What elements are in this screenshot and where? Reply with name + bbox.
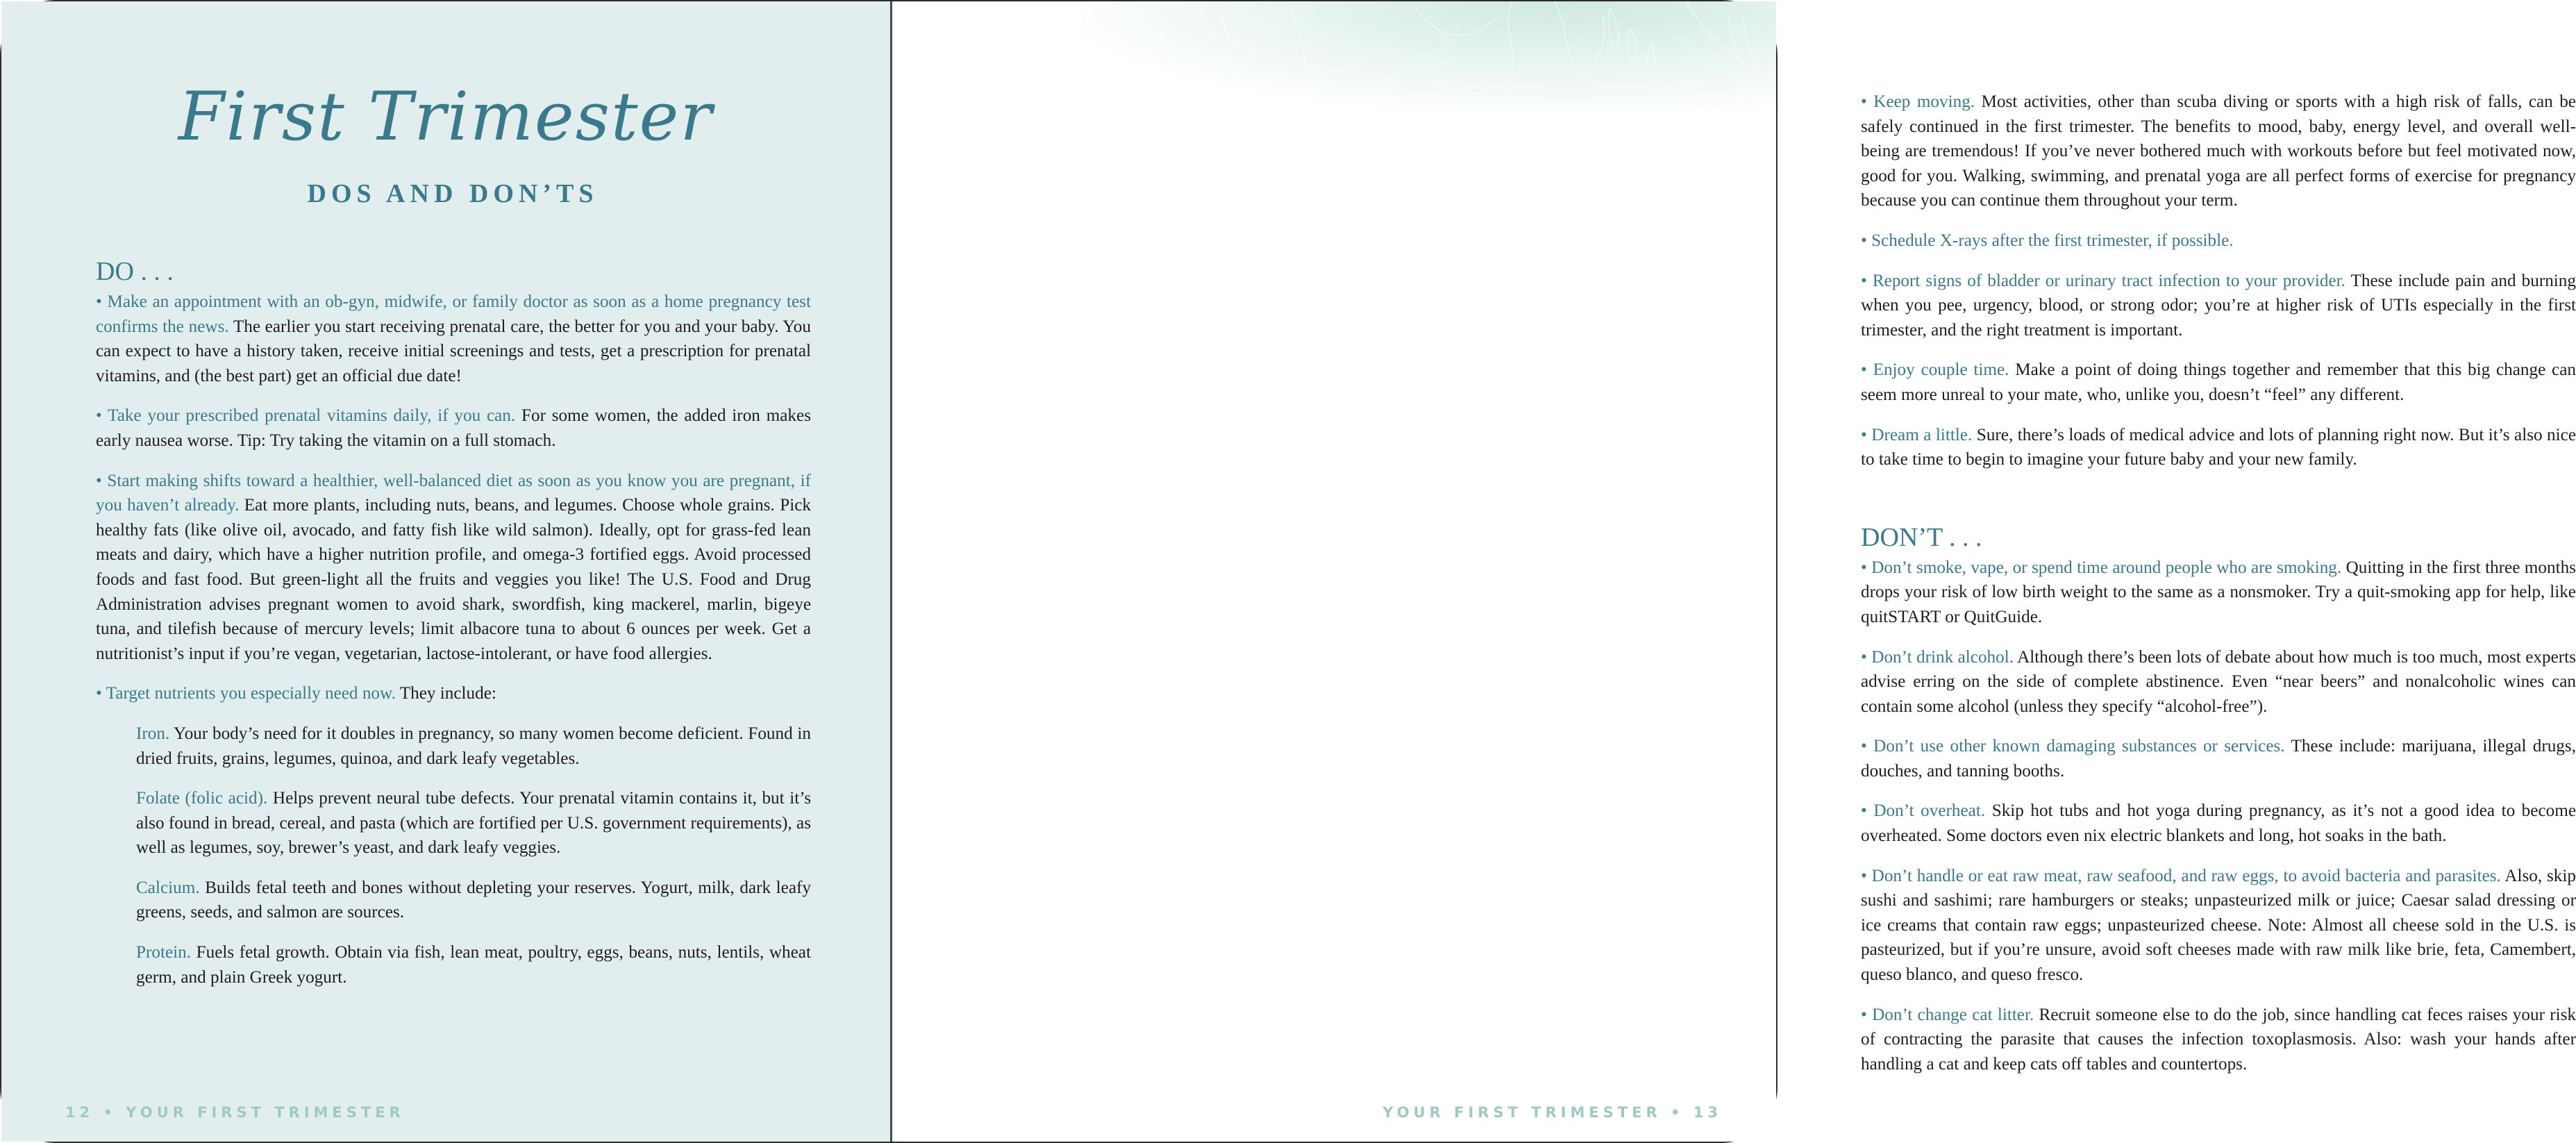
item-body: Skip hot tubs and hot yoga during pregnancy, as it’s not a good idea to become overheated. Some doctors even nix electric blankets and long, hot soaks in the bath. <box>1861 801 2576 846</box>
item-body: For some women, the added iron makes early nausea worse. Tip: Try taking the vitamin on a full stomach. <box>96 406 811 450</box>
item-lead: • Don’t smoke, vape, or spend time around people who are smoking. <box>1861 558 2342 577</box>
page-subtitle: DOS AND DON’TS <box>307 179 599 208</box>
dont-item <box>1861 734 2576 783</box>
item-lead: • Start making shifts toward a healthier, well-balanced diet as soon as you know you are pregnant, if you haven’t already. <box>96 471 811 515</box>
nutrient-lead: Calcium. <box>136 878 200 897</box>
nutrient-item-protein <box>136 940 811 990</box>
nutrient-body: Your body’s need for it doubles in pregnancy, so many women become deficient. Found in dried fruits, grains, legumes, quinoa, and dark leafy vegetables. <box>136 724 811 768</box>
floral-watercolor-decoration <box>1082 1 1776 112</box>
nutrient-lead: Protein. <box>136 943 192 962</box>
page-footer-left: 12 • YOUR FIRST TRIMESTER <box>65 1104 405 1121</box>
page-footer-right: YOUR FIRST TRIMESTER • 13 <box>1382 1104 1722 1121</box>
item-lead: • Report signs of bladder or urinary tract infection to your provider. <box>1861 271 2345 290</box>
item-body: Sure, there’s loads of medical advice and lots of planning right now. But it’s also nice to take time to begin to imagine your future baby and your new family. <box>1861 425 2576 469</box>
item-body: These include: marijuana, illegal drugs, douches, and tanning booths. <box>1861 737 2576 781</box>
dont-item <box>1861 799 2576 848</box>
nutrient-body: Helps prevent neural tube defects. Your prenatal vitamin contains it, but it’s also found in bread, cereal, and pasta (which are fortified per U.S. government requirements), as well as legumes, soy, brewer’s yeast, and dark leafy veggies. <box>136 789 812 858</box>
item-lead: • Don’t overheat. <box>1861 801 1986 821</box>
item-body: Recruit someone else to do the job, since handling cat feces raises your risk of contracting the parasite that causes the infection toxoplasmosis. Also: wash your hands after handling a cat and keep cats off tables and countertops. <box>1861 1005 2576 1074</box>
item-body: Although there’s been lots of debate about how much is too much, most experts advise erring on the side of complete abstinence. Even “near beers” and nonalcoholic wines can contain some alcohol (unless they specify “alcohol-free”). <box>1861 647 2576 716</box>
item-lead: • Schedule X-rays after the first trimester, if possible. <box>1861 231 2234 250</box>
item-body: Eat more plants, including nuts, beans, and legumes. Choose whole grains. Pick healthy fats (like olive oil, avocado, and fatty fish like wild salmon). Ideally, opt for grass-fed lean meats and dairy, which have a higher nutrition profile, and omega-3 fortified eggs. Avoid processed foods and fast food. But green-light all the fruits and veggies you like! The U.S. Food and Drug Administration advises pregnant women to avoid shark, swordfish, king mackerel, marlin, bigeye tuna, and tilefish because of mercury levels; limit albacore tuna to about 6 ounces per week. Get a nutritionist’s input if you’re vegan, vegetarian, lactose-intolerant, or have food allergies. <box>96 496 812 663</box>
left-column <box>96 255 811 1005</box>
do-item <box>1861 423 2576 472</box>
nutrient-body: Fuels fetal growth. Obtain via fish, lean meat, poultry, eggs, beans, nuts, lentils, wheat germ, and plain Greek yogurt. <box>136 943 811 987</box>
do-item <box>1861 90 2576 213</box>
item-lead: • Dream a little. <box>1861 425 1973 444</box>
nutrient-item-iron <box>136 721 811 771</box>
item-lead: • Don’t use other known damaging substances or services. <box>1861 737 2285 756</box>
nutrient-item-folate <box>136 786 811 860</box>
do-item <box>96 290 811 388</box>
page-title: First Trimester <box>178 78 714 156</box>
item-lead: • Take your prescribed prenatal vitamins daily, if you can. <box>96 406 516 426</box>
do-item <box>1861 269 2576 343</box>
right-column <box>1861 90 2576 1092</box>
item-lead: • Make an appointment with an ob-gyn, midwife, or family doctor as soon as a home pregnancy test confirms the news. <box>96 292 811 336</box>
item-body: Most activities, other than scuba diving or sports with a high risk of falls, can be safely continued in the first trimester. The benefits to mood, baby, energy level, and overall well-being are tremendous! If you’ve never bothered much with workouts before but feel motivated now, good for you. Walking, swimming, and prenatal yoga are all perfect forms of exercise for pregnancy because you can continue them throughout your term. <box>1861 92 2576 210</box>
item-lead: • Don’t handle or eat raw meat, raw seafood, and raw eggs, to avoid bacteria and parasites. <box>1861 866 2501 885</box>
nutrient-lead: Folate (folic acid). <box>136 789 268 808</box>
botanical-line-art-icon <box>1082 1 1776 112</box>
item-lead: • Enjoy couple time. <box>1861 360 2009 380</box>
do-item <box>1861 228 2576 253</box>
do-item <box>96 681 811 706</box>
dont-item <box>1861 1003 2576 1077</box>
item-lead: • Keep moving. <box>1861 92 1975 111</box>
do-heading: DO . . . <box>96 257 174 286</box>
left-page <box>1 1 890 1142</box>
dont-heading: DON’T . . . <box>1861 522 1982 552</box>
item-body: They include: <box>395 684 496 703</box>
dont-item <box>1861 645 2576 719</box>
item-body: Quitting in the first three months drops your risk of low birth weight to the same as a nonsmoker. Try a quit-smoking app for help, like quitSTART or QuitGuide. <box>1861 558 2576 626</box>
item-body: The earlier you start receiving prenatal care, the better for you and your baby. You can expect to have a history taken, receive initial screenings and tests, get a prescription for prenatal vitamins, and (the best part) get an official due date! <box>96 317 811 385</box>
item-lead: • Don’t change cat litter. <box>1861 1005 2034 1024</box>
item-body: These include pain and burning when you pee, urgency, blood, or strong odor; you’re at higher risk of UTIs especially in the first trimester, and the right treatment is important. <box>1861 271 2576 340</box>
item-body: Make a point of doing things together and remember that this big change can seem more unreal to your mate, who, unlike you, doesn’t “feel” any different. <box>1861 360 2576 404</box>
dont-item <box>1861 556 2576 630</box>
item-body: Also, skip sushi and sashimi; rare hamburgers or steaks; unpasteurized milk or juice; Caesar salad dressing or ice creams that contain raw eggs; unpasteurized cheese. Note: Almost all cheese sold in the U.S. is pasteurized, but if you’re unsure, avoid soft cheeses made with raw milk like brie, feta, Camembert, queso blanco, and queso fresco. <box>1861 866 2576 985</box>
nutrient-item-calcium <box>136 876 811 925</box>
do-item <box>96 403 811 453</box>
item-lead: • Don’t drink alcohol. <box>1861 647 2014 667</box>
right-page <box>892 1 2576 1142</box>
dont-item <box>1861 864 2576 987</box>
do-item <box>96 469 811 667</box>
nutrient-lead: Iron. <box>136 724 170 743</box>
item-lead: • Target nutrients you especially need now. <box>96 684 396 703</box>
nutrient-body: Builds fetal teeth and bones without depleting your reserves. Yogurt, milk, dark leafy greens, seeds, and salmon are sources. <box>136 878 811 922</box>
do-item <box>1861 358 2576 407</box>
